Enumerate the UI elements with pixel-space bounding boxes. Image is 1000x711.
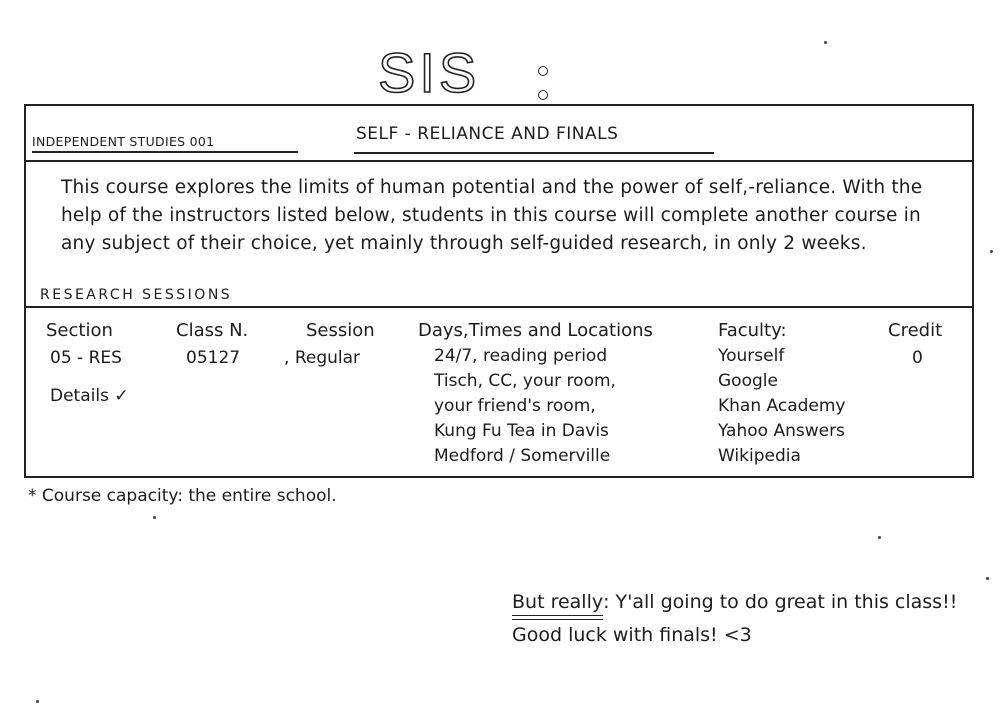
column-header-days-times-locations: Days,Times and Locations <box>418 320 653 341</box>
course-description: This course explores the limits of human potential and the power of self,-reliance. With the help of the instructors listed below, students in this course will complete another course in any subject of their choice, yet mainly through self-guided research, in only 2 weeks. <box>61 177 923 254</box>
research-divider <box>26 306 972 308</box>
section-value: 05 - RES <box>50 348 122 368</box>
page-title: SIS <box>378 41 481 104</box>
header-divider <box>26 160 972 162</box>
faculty-item: Khan Academy <box>718 396 846 416</box>
research-sessions-label: RESEARCH SESSIONS <box>40 287 233 303</box>
speck <box>36 700 39 703</box>
column-header-session: Session <box>306 320 375 341</box>
closing-lead-wrap <box>512 586 603 619</box>
location-line: your friend's room, <box>434 396 596 416</box>
faculty-item: Wikipedia <box>718 446 801 466</box>
details-toggle[interactable]: Details ✓ <box>50 386 129 406</box>
column-header-credit: Credit <box>888 320 943 341</box>
course-code-underline <box>32 151 298 153</box>
closing-note <box>512 586 962 652</box>
credit-value: 0 <box>912 348 923 368</box>
speck <box>990 250 993 253</box>
session-label: Regular <box>294 348 361 368</box>
closing-lead-underline <box>512 615 603 617</box>
speck <box>986 577 989 580</box>
days-times-locations-list <box>434 344 616 469</box>
faculty-item: Google <box>718 371 778 391</box>
column-header-faculty: Faculty: <box>718 320 787 341</box>
speck <box>824 41 827 44</box>
course-code: INDEPENDENT STUDIES 001 <box>32 134 215 149</box>
speck <box>153 516 156 519</box>
capacity-footnote: * Course capacity: the entire school. <box>28 486 337 506</box>
faculty-item: Yahoo Answers <box>718 421 845 441</box>
location-line: Tisch, CC, your room, <box>434 371 616 391</box>
faculty-list <box>718 344 845 469</box>
location-line: 24/7, reading period <box>434 346 608 366</box>
page-header <box>378 38 480 108</box>
location-line: Medford / Somerville <box>434 446 611 466</box>
location-line: Kung Fu Tea in Davis <box>434 421 609 441</box>
session-value: , Regular <box>284 348 361 368</box>
class-number-value: 05127 <box>186 348 241 368</box>
closing-lead-underline <box>512 619 603 621</box>
course-title: SELF - RELIANCE AND FINALS <box>356 124 619 144</box>
course-card <box>24 104 974 478</box>
column-header-class-number: Class N. <box>176 320 249 341</box>
course-title-underline <box>354 152 714 154</box>
speck <box>878 536 881 539</box>
column-header-section: Section <box>46 320 113 341</box>
faculty-item: Yourself <box>718 346 785 366</box>
closing-lead: But really <box>512 591 604 613</box>
closing-text: : Y'all going to do great in this class!! Good luck with finals! <3 <box>512 591 958 646</box>
